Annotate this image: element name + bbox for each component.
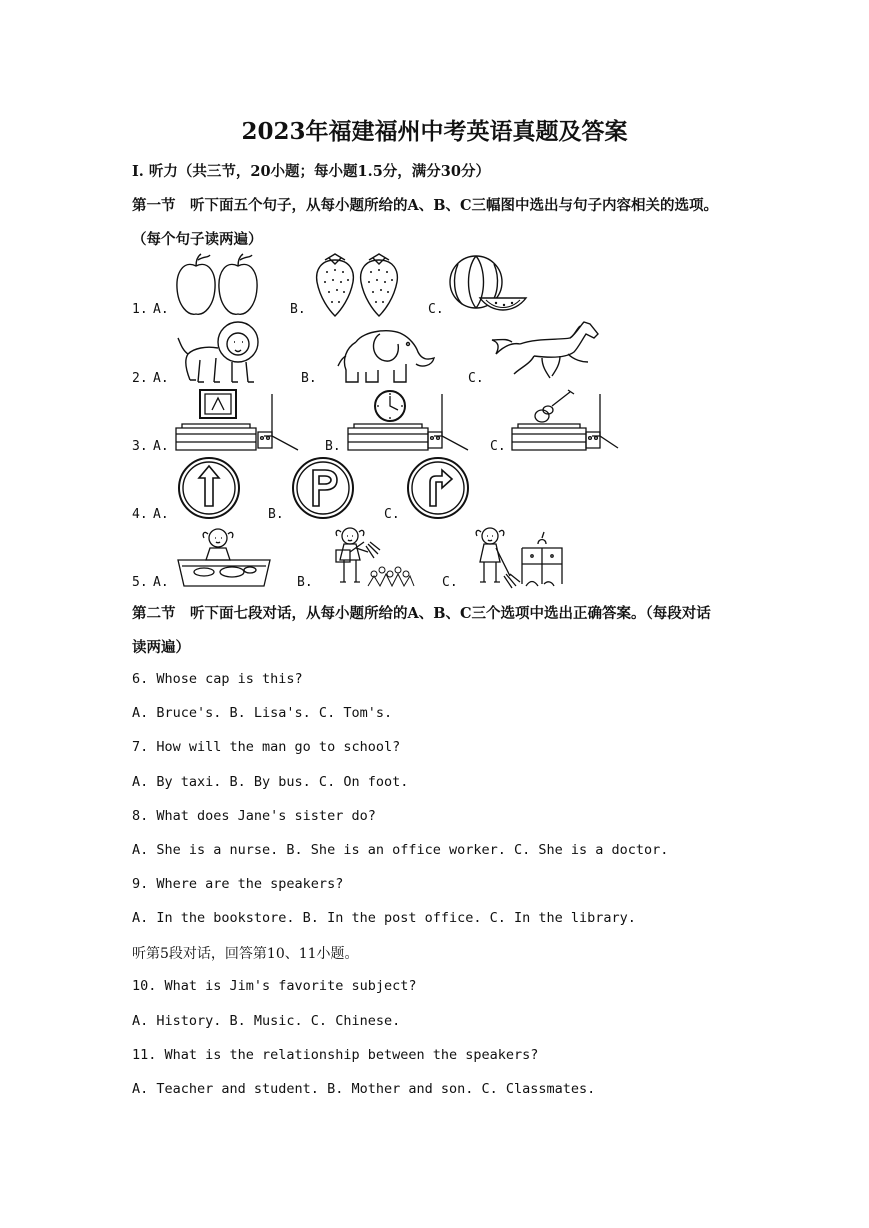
option-label: C.: [490, 439, 506, 454]
option-label: B.: [301, 371, 317, 386]
option-label: A.: [153, 371, 169, 386]
answer-options: A. Teacher and student. B. Mother and son. C. Classmates.: [132, 1081, 596, 1097]
page-title: 2023年福建福州中考英语真题及答案: [241, 118, 628, 145]
item-number: 2.: [132, 371, 148, 386]
question-text: 6. Whose cap is this?: [132, 671, 303, 687]
elephant-icon: [336, 320, 440, 384]
question-text: 8. What does Jane's sister do?: [132, 808, 376, 824]
option-label: B.: [268, 507, 284, 522]
answer-options: A. By taxi. B. By bus. C. On foot.: [132, 774, 409, 790]
answer-options: A. Bruce's. B. Lisa's. C. Tom's.: [132, 705, 393, 721]
option-label: C.: [468, 371, 484, 386]
question-text: 9. Where are the speakers?: [132, 876, 344, 892]
sofa-with-painting-icon: [172, 388, 300, 454]
answer-options: A. She is a nurse. B. She is an office worker. C. She is a doctor.: [132, 842, 669, 858]
girl-sweeping-floor-icon: [464, 524, 564, 590]
question-text: 7. How will the man go to school?: [132, 739, 401, 755]
watermelon-icon: [448, 252, 528, 316]
item-number: 4.: [132, 507, 148, 522]
option-label: C.: [442, 575, 458, 590]
part1-instruction-cont: （每个句子读两遍）: [132, 231, 263, 248]
option-label: B.: [297, 575, 313, 590]
lion-icon: [176, 320, 268, 384]
girl-washing-dishes-icon: [174, 524, 274, 590]
option-label: A.: [153, 575, 169, 590]
part1-instruction: 第一节 听下面五个句子，从每小题所给的A、B、C三幅图中选出与句子内容相关的选项。: [132, 197, 719, 214]
part2-instruction: 第二节 听下面七段对话，从每小题所给的A、B、C三个选项中选出正确答案。（每段对话: [132, 605, 711, 622]
part2-instruction-cont: 读两遍）: [132, 639, 190, 656]
option-label: C.: [384, 507, 400, 522]
sofa-with-guitar-icon: [510, 388, 620, 454]
option-label: C.: [428, 302, 444, 317]
horse-icon: [490, 318, 602, 380]
parking-sign-icon: [291, 456, 355, 520]
turn-right-sign-icon: [406, 456, 470, 520]
option-label: A.: [153, 302, 169, 317]
sofa-with-clock-icon: [344, 388, 472, 454]
answer-options: A. In the bookstore. B. In the post office. C. In the library.: [132, 910, 636, 926]
option-label: A.: [153, 507, 169, 522]
answer-options: A. History. B. Music. C. Chinese.: [132, 1013, 401, 1029]
dialogue-note: 听第5段对话，回答第10、11小题。: [132, 946, 359, 962]
question-text: 10. What is Jim's favorite subject?: [132, 978, 417, 994]
item-number: 1.: [132, 302, 148, 317]
question-text: 11. What is the relationship between the speakers?: [132, 1047, 539, 1063]
girl-watering-flowers-icon: [322, 524, 418, 590]
strawberries-icon: [313, 252, 405, 318]
option-label: A.: [153, 439, 169, 454]
apples-icon: [174, 252, 264, 318]
option-label: B.: [325, 439, 341, 454]
item-number: 3.: [132, 439, 148, 454]
option-label: B.: [290, 302, 306, 317]
item-number: 5.: [132, 575, 148, 590]
section-heading: Ⅰ. 听力（共三节，20小题；每小题1.5分，满分30分）: [132, 163, 490, 180]
go-straight-sign-icon: [177, 456, 241, 520]
